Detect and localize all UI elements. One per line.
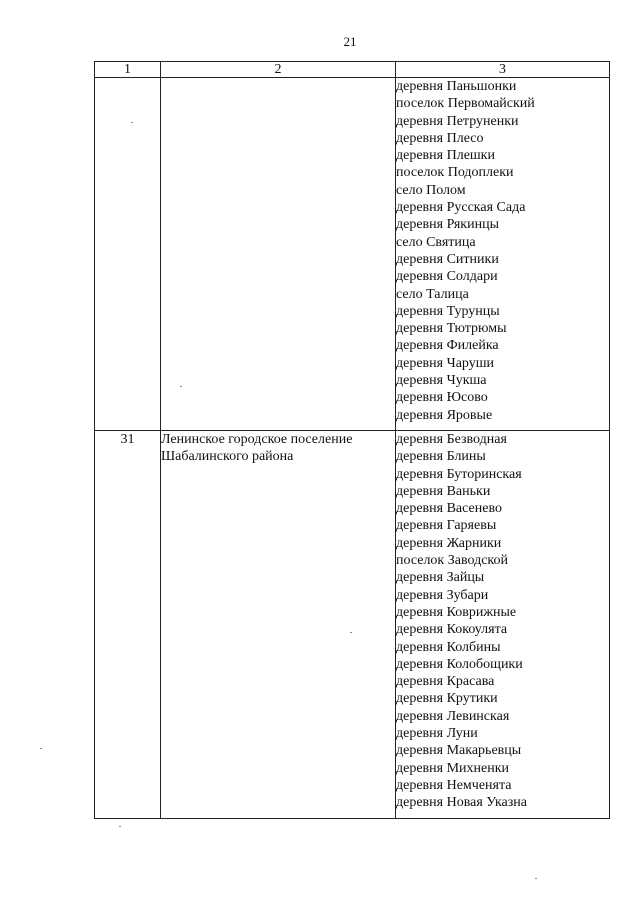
settlement-item: деревня Ситники bbox=[396, 251, 499, 267]
settlement-item: деревня Коврижные bbox=[396, 604, 517, 620]
region-name bbox=[161, 78, 396, 431]
settlement-item: деревня Красава bbox=[396, 674, 495, 690]
settlements-table bbox=[94, 61, 610, 819]
table-header-row bbox=[95, 62, 610, 78]
settlement-item: деревня Михненки bbox=[396, 760, 510, 776]
page-number: 21 bbox=[343, 34, 357, 49]
column-header-3: 3 bbox=[396, 62, 610, 78]
settlement-item: деревня Плесо bbox=[396, 130, 484, 146]
settlement-item: деревня Юсово bbox=[396, 390, 488, 406]
settlement-item: деревня Зубари bbox=[396, 587, 489, 603]
settlement-item: деревня Макарьевцы bbox=[396, 743, 522, 759]
settlement-item: деревня Кокоулята bbox=[396, 622, 508, 638]
scan-speck bbox=[40, 748, 42, 749]
scan-speck bbox=[119, 826, 121, 827]
table-row bbox=[95, 431, 610, 819]
settlement-item: деревня Васенево bbox=[396, 501, 502, 517]
settlement-item: село Полом bbox=[396, 182, 466, 198]
table-row bbox=[95, 78, 610, 431]
settlement-item: деревня Колобощики bbox=[396, 656, 523, 672]
settlement-item: деревня Солдари bbox=[396, 269, 498, 285]
settlement-item: деревня Левинская bbox=[396, 708, 510, 724]
scan-speck bbox=[131, 122, 133, 123]
settlement-item: деревня Русская Сада bbox=[396, 200, 526, 216]
settlement-item: деревня Турунцы bbox=[396, 303, 500, 319]
settlement-item: деревня Плешки bbox=[396, 148, 495, 164]
settlement-item: деревня Паньшонки bbox=[396, 79, 517, 94]
settlement-item: деревня Ваньки bbox=[396, 483, 491, 499]
settlement-item: деревня Колбины bbox=[396, 639, 501, 655]
settlement-item: деревня Луни bbox=[396, 726, 478, 742]
settlement-list bbox=[396, 78, 610, 431]
settlement-item: поселок Подоплеки bbox=[396, 165, 514, 181]
settlement-item: деревня Немченята bbox=[396, 777, 512, 793]
settlement-item: деревня Яровые bbox=[396, 407, 493, 423]
settlement-item: деревня Зайцы bbox=[396, 570, 485, 586]
region-name: Ленинское городское поселение Шабалинского района bbox=[161, 431, 396, 819]
settlement-item: деревня Чаруши bbox=[396, 355, 494, 371]
settlement-item: деревня Гаряевы bbox=[396, 518, 497, 534]
row-number: 31 bbox=[95, 431, 161, 819]
column-header-1: 1 bbox=[95, 62, 161, 78]
settlement-item: деревня Петруненки bbox=[396, 113, 519, 129]
settlement-item: деревня Крутики bbox=[396, 691, 498, 707]
scan-speck bbox=[350, 632, 352, 633]
settlement-item: деревня Блины bbox=[396, 449, 486, 465]
row-number bbox=[95, 78, 161, 431]
settlement-item: деревня Тютрюмы bbox=[396, 321, 507, 337]
settlement-item: деревня Жарники bbox=[396, 535, 502, 551]
settlement-item: деревня Буторинская bbox=[396, 466, 522, 482]
settlement-item: поселок Первомайский bbox=[396, 96, 535, 112]
settlement-item: деревня Филейка bbox=[396, 338, 499, 354]
settlement-item: поселок Заводской bbox=[396, 553, 508, 569]
column-header-2: 2 bbox=[161, 62, 396, 78]
settlement-item: деревня Рякинцы bbox=[396, 217, 499, 233]
settlement-item: деревня Безводная bbox=[396, 432, 507, 447]
scan-speck bbox=[535, 878, 537, 879]
settlement-item: деревня Чукша bbox=[396, 373, 487, 389]
scan-speck bbox=[180, 386, 182, 387]
settlement-list bbox=[396, 431, 610, 819]
settlement-item: деревня Новая Указна bbox=[396, 795, 528, 811]
settlement-item: село Святица bbox=[396, 234, 476, 250]
settlement-item: село Талица bbox=[396, 286, 469, 302]
